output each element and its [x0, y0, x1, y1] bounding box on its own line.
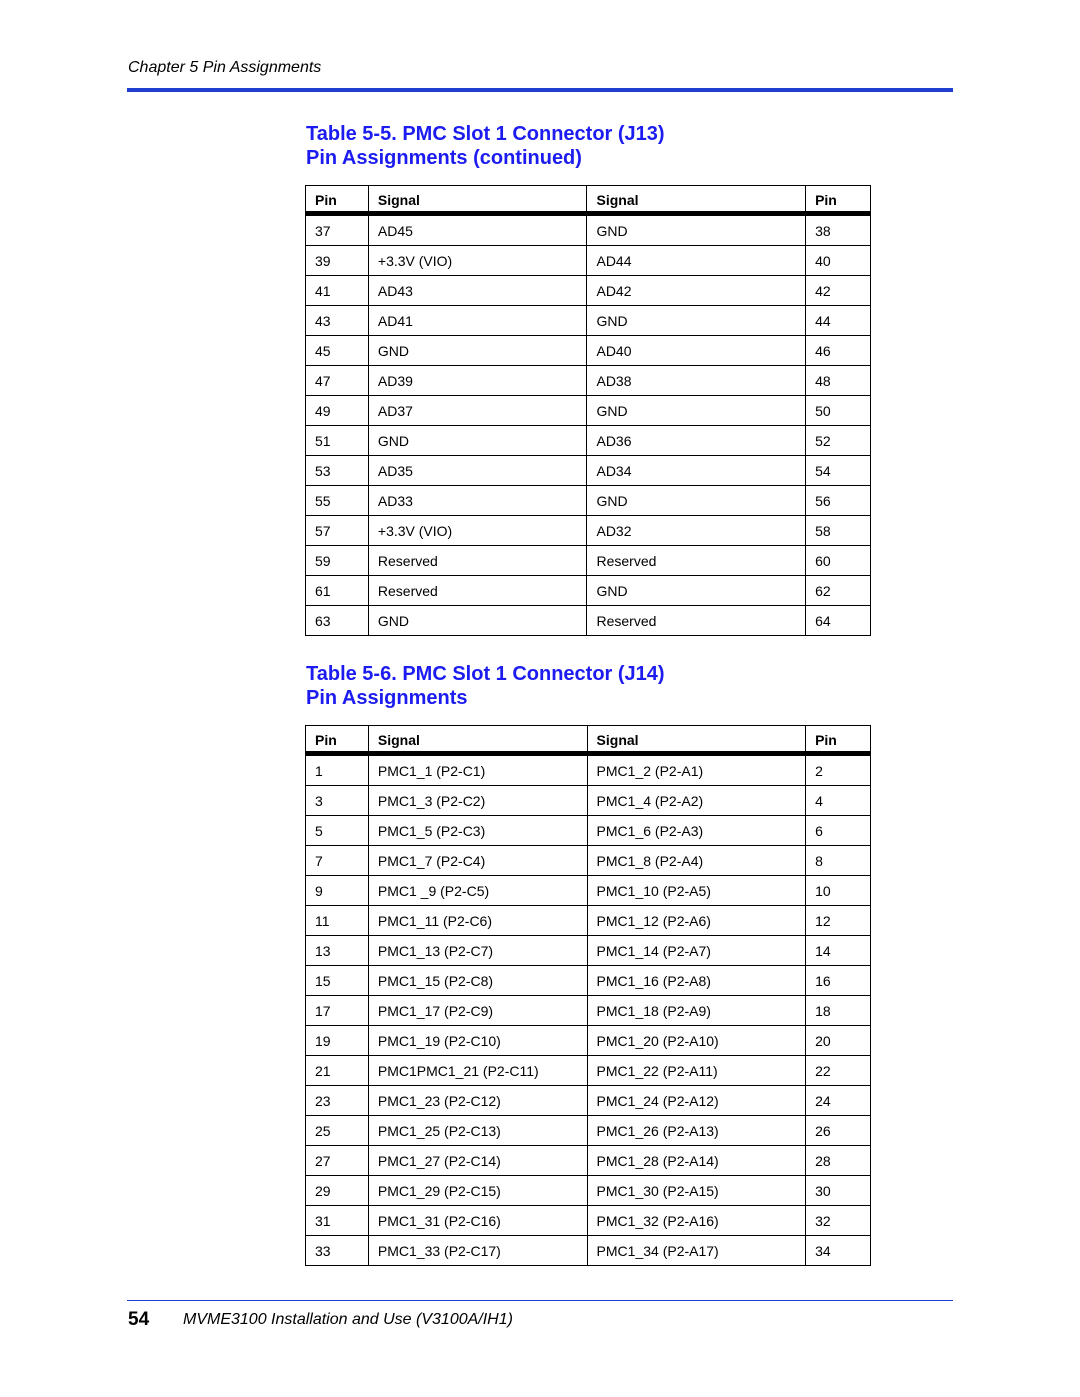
table-5-6-title-line2: Pin Assignments	[306, 687, 468, 709]
signal-cell: Reserved	[587, 546, 806, 576]
signal-cell: PMC1_12 (P2-A6)	[587, 906, 806, 936]
pin-cell: 31	[306, 1206, 369, 1236]
pin-cell: 52	[806, 426, 871, 456]
column-header: Signal	[368, 186, 587, 215]
pin-cell: 53	[306, 456, 369, 486]
column-header: Signal	[368, 726, 587, 755]
table-row	[306, 1116, 871, 1146]
signal-cell: PMC1_2 (P2-A1)	[587, 755, 806, 786]
table-row	[306, 276, 871, 306]
table-row	[306, 396, 871, 426]
pin-cell: 33	[306, 1236, 369, 1266]
table-row	[306, 816, 871, 846]
column-header: Signal	[587, 186, 806, 215]
pin-cell: 40	[806, 246, 871, 276]
header-rule	[127, 88, 953, 92]
pin-cell: 25	[306, 1116, 369, 1146]
pin-cell: 11	[306, 906, 369, 936]
signal-cell: GND	[587, 396, 806, 426]
signal-cell: AD42	[587, 276, 806, 306]
column-header: Signal	[587, 726, 806, 755]
pin-cell: 43	[306, 306, 369, 336]
pin-cell: 29	[306, 1176, 369, 1206]
pin-cell: 32	[806, 1206, 871, 1236]
signal-cell: PMC1 _9 (P2-C5)	[368, 876, 587, 906]
pin-cell: 37	[306, 215, 369, 246]
pin-cell: 39	[306, 246, 369, 276]
pin-cell: 21	[306, 1056, 369, 1086]
table-row	[306, 546, 871, 576]
signal-cell: PMC1_30 (P2-A15)	[587, 1176, 806, 1206]
table-row	[306, 966, 871, 996]
column-header: Pin	[806, 186, 871, 215]
pin-cell: 28	[806, 1146, 871, 1176]
pin-cell: 15	[306, 966, 369, 996]
pin-cell: 10	[806, 876, 871, 906]
pin-cell: 5	[306, 816, 369, 846]
pin-cell: 59	[306, 546, 369, 576]
signal-cell: PMC1_29 (P2-C15)	[368, 1176, 587, 1206]
signal-cell: PMC1_23 (P2-C12)	[368, 1086, 587, 1116]
pin-cell: 23	[306, 1086, 369, 1116]
table-row	[306, 1236, 871, 1266]
table-row	[306, 246, 871, 276]
signal-cell: PMC1_10 (P2-A5)	[587, 876, 806, 906]
signal-cell: PMC1_13 (P2-C7)	[368, 936, 587, 966]
table-row	[306, 1026, 871, 1056]
signal-cell: PMC1_18 (P2-A9)	[587, 996, 806, 1026]
table-5-5-title	[306, 122, 665, 170]
column-header: Pin	[306, 186, 369, 215]
table-row	[306, 906, 871, 936]
signal-cell: Reserved	[368, 546, 587, 576]
pin-cell: 63	[306, 606, 369, 636]
pin-cell: 6	[806, 816, 871, 846]
table-row	[306, 486, 871, 516]
signal-cell: AD36	[587, 426, 806, 456]
signal-cell: PMC1_32 (P2-A16)	[587, 1206, 806, 1236]
signal-cell: AD33	[368, 486, 587, 516]
signal-cell: PMC1_15 (P2-C8)	[368, 966, 587, 996]
pin-cell: 20	[806, 1026, 871, 1056]
chapter-header: Chapter 5 Pin Assignments	[128, 59, 322, 76]
pin-cell: 48	[806, 366, 871, 396]
pin-cell: 34	[806, 1236, 871, 1266]
signal-cell: PMC1_27 (P2-C14)	[368, 1146, 587, 1176]
table-5-5-title-line2: Pin Assignments (continued)	[306, 147, 582, 169]
pin-cell: 54	[806, 456, 871, 486]
table-row	[306, 516, 871, 546]
signal-cell: AD35	[368, 456, 587, 486]
pin-cell: 14	[806, 936, 871, 966]
pin-cell: 55	[306, 486, 369, 516]
pin-cell: 57	[306, 516, 369, 546]
pin-cell: 51	[306, 426, 369, 456]
table-row	[306, 786, 871, 816]
table-row	[306, 1206, 871, 1236]
pin-cell: 12	[806, 906, 871, 936]
pin-cell: 8	[806, 846, 871, 876]
signal-cell: AD44	[587, 246, 806, 276]
signal-cell: AD32	[587, 516, 806, 546]
pin-cell: 61	[306, 576, 369, 606]
table-row	[306, 996, 871, 1026]
pin-cell: 42	[806, 276, 871, 306]
table-row	[306, 1086, 871, 1116]
signal-cell: AD39	[368, 366, 587, 396]
pin-cell: 60	[806, 546, 871, 576]
signal-cell: PMC1_31 (P2-C16)	[368, 1206, 587, 1236]
signal-cell: GND	[587, 215, 806, 246]
table-header-row	[306, 186, 871, 215]
table-row	[306, 456, 871, 486]
signal-cell: AD38	[587, 366, 806, 396]
signal-cell: PMC1_22 (P2-A11)	[587, 1056, 806, 1086]
pin-cell: 58	[806, 516, 871, 546]
table-row	[306, 306, 871, 336]
signal-cell: Reserved	[587, 606, 806, 636]
pin-cell: 22	[806, 1056, 871, 1086]
table-row	[306, 876, 871, 906]
pin-cell: 56	[806, 486, 871, 516]
pin-cell: 2	[806, 755, 871, 786]
signal-cell: GND	[368, 606, 587, 636]
table-5-6-title-line1: Table 5-6. PMC Slot 1 Connector (J14)	[306, 663, 665, 685]
signal-cell: PMC1_25 (P2-C13)	[368, 1116, 587, 1146]
pin-cell: 27	[306, 1146, 369, 1176]
signal-cell: PMC1_6 (P2-A3)	[587, 816, 806, 846]
signal-cell: GND	[368, 426, 587, 456]
signal-cell: AD43	[368, 276, 587, 306]
pin-cell: 49	[306, 396, 369, 426]
table-5-6	[305, 725, 871, 1266]
pin-cell: 50	[806, 396, 871, 426]
signal-cell: PMC1_3 (P2-C2)	[368, 786, 587, 816]
signal-cell: PMC1_11 (P2-C6)	[368, 906, 587, 936]
signal-cell: +3.3V (VIO)	[368, 246, 587, 276]
column-header: Pin	[806, 726, 871, 755]
table-row	[306, 576, 871, 606]
pin-cell: 38	[806, 215, 871, 246]
pin-cell: 13	[306, 936, 369, 966]
signal-cell: PMC1_4 (P2-A2)	[587, 786, 806, 816]
signal-cell: PMC1_26 (P2-A13)	[587, 1116, 806, 1146]
pin-cell: 7	[306, 846, 369, 876]
signal-cell: GND	[587, 576, 806, 606]
signal-cell: PMC1_1 (P2-C1)	[368, 755, 587, 786]
table-row	[306, 1176, 871, 1206]
table-row	[306, 426, 871, 456]
signal-cell: PMC1_7 (P2-C4)	[368, 846, 587, 876]
signal-cell: AD37	[368, 396, 587, 426]
pin-cell: 62	[806, 576, 871, 606]
signal-cell: GND	[587, 486, 806, 516]
table-row	[306, 336, 871, 366]
pin-cell: 3	[306, 786, 369, 816]
pin-cell: 4	[806, 786, 871, 816]
signal-cell: PMC1_24 (P2-A12)	[587, 1086, 806, 1116]
pin-cell: 24	[806, 1086, 871, 1116]
signal-cell: PMC1_20 (P2-A10)	[587, 1026, 806, 1056]
pin-cell: 18	[806, 996, 871, 1026]
signal-cell: AD41	[368, 306, 587, 336]
table-5-5	[305, 185, 871, 636]
column-header: Pin	[306, 726, 369, 755]
table-header-row	[306, 726, 871, 755]
signal-cell: AD40	[587, 336, 806, 366]
table-row	[306, 1056, 871, 1086]
pin-cell: 30	[806, 1176, 871, 1206]
footer-doc-title: MVME3100 Installation and Use (V3100A/IH1)	[183, 1311, 513, 1328]
pin-cell: 47	[306, 366, 369, 396]
signal-cell: PMC1_16 (P2-A8)	[587, 966, 806, 996]
signal-cell: AD45	[368, 215, 587, 246]
signal-cell: +3.3V (VIO)	[368, 516, 587, 546]
signal-cell: AD34	[587, 456, 806, 486]
footer-rule	[127, 1300, 953, 1301]
table-5-5-title-line1: Table 5-5. PMC Slot 1 Connector (J13)	[306, 123, 665, 145]
table-row	[306, 1146, 871, 1176]
pin-cell: 45	[306, 336, 369, 366]
table-row	[306, 936, 871, 966]
page-number: 54	[128, 1309, 150, 1330]
table-5-6-title	[306, 662, 665, 710]
signal-cell: PMC1_28 (P2-A14)	[587, 1146, 806, 1176]
pin-cell: 44	[806, 306, 871, 336]
signal-cell: PMC1_17 (P2-C9)	[368, 996, 587, 1026]
table-row	[306, 606, 871, 636]
pin-cell: 26	[806, 1116, 871, 1146]
signal-cell: Reserved	[368, 576, 587, 606]
pin-cell: 1	[306, 755, 369, 786]
pin-cell: 46	[806, 336, 871, 366]
signal-cell: PMC1_14 (P2-A7)	[587, 936, 806, 966]
signal-cell: GND	[368, 336, 587, 366]
signal-cell: PMC1_5 (P2-C3)	[368, 816, 587, 846]
table-row	[306, 366, 871, 396]
signal-cell: PMC1_33 (P2-C17)	[368, 1236, 587, 1266]
signal-cell: PMC1PMC1_21 (P2-C11)	[368, 1056, 587, 1086]
pin-cell: 16	[806, 966, 871, 996]
pin-cell: 17	[306, 996, 369, 1026]
pin-cell: 19	[306, 1026, 369, 1056]
signal-cell: PMC1_8 (P2-A4)	[587, 846, 806, 876]
signal-cell: PMC1_34 (P2-A17)	[587, 1236, 806, 1266]
pin-cell: 41	[306, 276, 369, 306]
table-row	[306, 846, 871, 876]
signal-cell: PMC1_19 (P2-C10)	[368, 1026, 587, 1056]
pin-cell: 9	[306, 876, 369, 906]
table-row	[306, 755, 871, 786]
signal-cell: GND	[587, 306, 806, 336]
pin-cell: 64	[806, 606, 871, 636]
table-row	[306, 215, 871, 246]
